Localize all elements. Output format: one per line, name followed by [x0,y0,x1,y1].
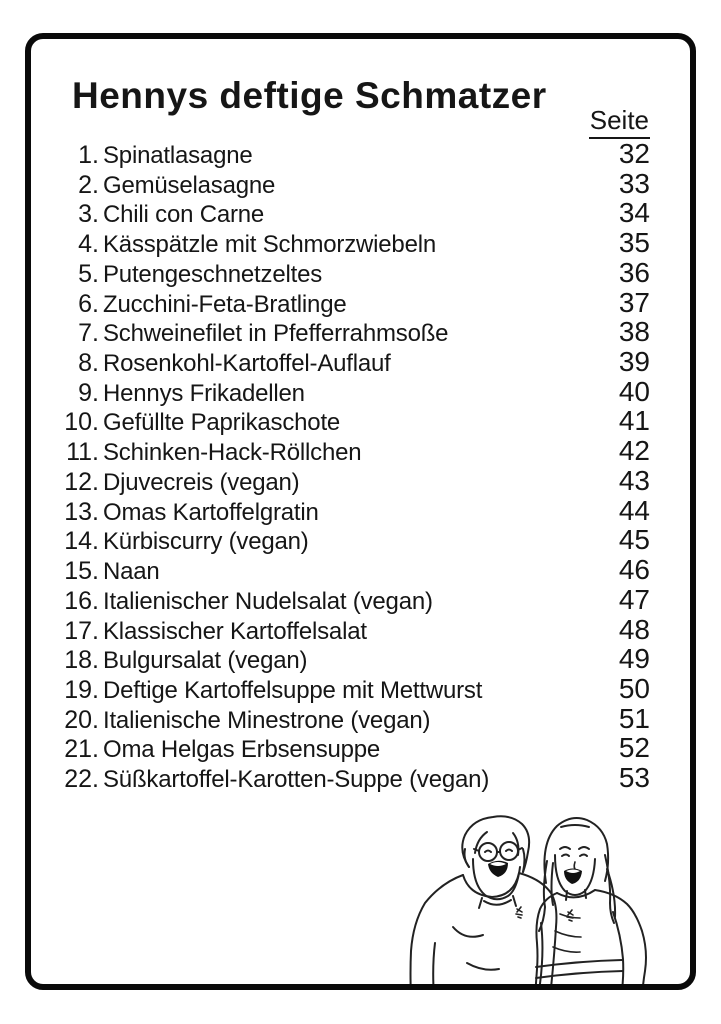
toc-item-title: Naan [103,558,160,586]
toc-row [58,138,650,168]
toc-item-title: Putengeschnetzeltes [103,260,323,288]
toc-item-page: 35 [618,227,650,259]
toc-item-title: Gemüselasagne [103,171,276,199]
toc-item-page: 36 [618,256,650,288]
toc-item-number: 11. [66,438,99,467]
toc-item-title: Bulgursalat (vegan) [103,647,308,675]
toc-item-title: Kässpätzle mit Schmorzwiebeln [103,231,437,259]
two-women-illustration [405,811,655,990]
toc-item-page: 43 [618,464,650,496]
toc-list [58,138,650,792]
two-laughing-women-icon [405,811,655,990]
toc-item-title: Deftige Kartoffelsuppe mit Mettwurst [103,676,483,704]
toc-row [58,287,650,317]
toc-item-title: Klassischer Kartoffelsalat [103,617,367,645]
toc-item-title: Italienischer Nudelsalat (vegan) [103,587,433,615]
toc-item-page: 50 [618,672,650,704]
toc-row [58,762,650,792]
toc-item-page: 42 [618,435,650,467]
toc-row [58,614,650,644]
toc-item-page: 47 [618,583,650,615]
toc-item-number: 16. [64,586,99,615]
toc-row [58,376,650,406]
toc-item-number: 18. [64,646,99,675]
toc-item-page: 32 [618,138,650,169]
toc-row [58,227,650,257]
toc-item-number: 5. [78,259,99,288]
toc-row [58,465,650,495]
toc-row [58,584,650,614]
toc-item-number: 12. [64,467,99,496]
toc-item-page: 49 [618,643,650,675]
toc-item-title: Schweinefilet in Pfefferrahmsoße [103,320,449,348]
toc-item-title: Rosenkohl-Kartoffel-Auflauf [103,350,391,378]
toc-row [58,257,650,287]
toc-item-number: 15. [64,557,99,586]
toc-item-number: 3. [78,200,99,229]
toc-row [58,405,650,435]
toc-item-title: Spinatlasagne [103,142,253,169]
toc-item-number: 6. [78,289,99,318]
toc-row [58,732,650,762]
toc-item-title: Schinken-Hack-Röllchen [103,439,362,467]
toc-item-page: 44 [618,494,650,526]
toc-item-number: 9. [78,378,99,407]
toc-item-number: 2. [78,170,99,199]
toc-item-page: 52 [618,732,650,764]
toc-row [58,673,650,703]
toc-item-title: Hennys Frikadellen [103,379,305,407]
toc-item-page: 53 [618,762,650,794]
toc-row [58,554,650,584]
toc-item-title: Gefüllte Paprikaschote [103,409,341,437]
toc-row [58,435,650,465]
cookbook-toc-page [25,33,696,990]
toc-item-number: 7. [78,319,99,348]
toc-item-title: Zucchini-Feta-Bratlinge [103,290,347,318]
toc-row [58,703,650,733]
toc-item-number: 1. [78,141,99,169]
page-title: Hennys deftige Schmatzer [72,75,547,116]
toc-item-page: 34 [618,197,650,229]
toc-item-title: Chili con Carne [103,201,265,229]
toc-item-page: 51 [618,702,650,734]
toc-item-number: 10. [64,408,99,437]
toc-item-title: Italienische Minestrone (vegan) [103,706,431,734]
toc-item-page: 48 [618,613,650,645]
toc-row [58,316,650,346]
toc-item-page: 46 [618,554,650,586]
toc-item-page: 38 [618,316,650,348]
toc-item-number: 13. [64,497,99,526]
toc-item-number: 4. [78,230,99,259]
toc-item-number: 19. [64,675,99,704]
toc-item-title: Süßkartoffel-Karotten-Suppe (vegan) [103,766,490,794]
toc-item-title: Omas Kartoffelgratin [103,498,319,526]
toc-item-title: Oma Helgas Erbsensuppe [103,736,381,764]
toc-item-title: Djuvecreis (vegan) [103,468,300,496]
toc-item-page: 40 [618,375,650,407]
toc-item-number: 20. [64,705,99,734]
toc-item-number: 22. [64,765,99,794]
toc-item-page: 33 [618,167,650,199]
toc-row [58,524,650,554]
toc-row [58,168,650,198]
toc-row [58,643,650,673]
toc-item-number: 17. [64,616,99,645]
toc-item-page: 37 [618,286,650,318]
toc-item-title: Kürbiscurry (vegan) [103,528,309,556]
toc-row [58,197,650,227]
toc-item-number: 21. [64,735,99,764]
toc-item-number: 8. [78,349,99,378]
toc-item-page: 39 [618,346,650,378]
toc-item-number: 14. [64,527,99,556]
toc-row [58,495,650,525]
page-column-header: Seite [589,105,650,139]
toc-row [58,346,650,376]
toc-item-page: 45 [618,524,650,556]
toc-item-page: 41 [618,405,650,437]
